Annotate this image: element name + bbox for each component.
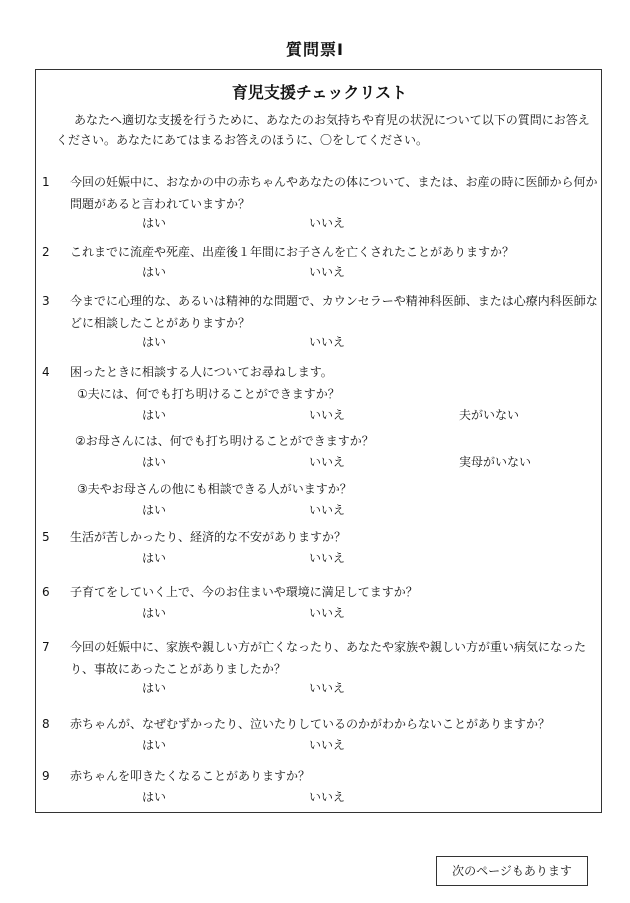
answer-no[interactable]: いいえ [309, 681, 346, 695]
answer-no[interactable]: いいえ [309, 503, 346, 517]
answer-no[interactable]: いいえ [309, 790, 346, 804]
answer-no-husband[interactable]: 夫がいない [459, 408, 520, 422]
answer-yes[interactable]: はい [142, 216, 167, 230]
question-number: 3 [42, 294, 50, 308]
answer-no[interactable]: いいえ [309, 551, 346, 565]
sub-question-1: ①夫には、何でも打ち明けることができますか？ [77, 387, 340, 401]
question-text: 今までに心理的な、あるいは精神的な問題で、カウンセラーや精神科医師、または心療内科医師などに相談したことがありますか？ [70, 294, 598, 330]
question-1 [42, 171, 598, 215]
question-number: 7 [42, 640, 50, 654]
answer-no[interactable]: いいえ [309, 265, 346, 279]
intro-text: あなたへ適切な支援を行うために、あなたのお気持ちや育児の状況について以下の質問にお答えください。あなたにあてはまるお答えのほうに、〇をしてください。 [56, 113, 590, 147]
question-3 [42, 290, 598, 334]
answer-yes[interactable]: はい [142, 790, 167, 804]
checklist-title: 育児支援チェックリスト [231, 83, 408, 102]
question-text: 子育てをしていく上で、今のお住まいや環境に満足してますか？ [70, 585, 418, 599]
answer-yes[interactable]: はい [142, 503, 167, 517]
answer-no[interactable]: いいえ [309, 606, 346, 620]
question-9 [42, 765, 598, 787]
answer-no[interactable]: いいえ [309, 738, 346, 752]
answer-no[interactable]: いいえ [309, 455, 346, 469]
question-6 [42, 581, 598, 603]
answer-no[interactable]: いいえ [309, 216, 346, 230]
question-number: 6 [42, 585, 50, 599]
page-title: 質問票Ⅰ [286, 40, 344, 59]
question-number: 2 [42, 245, 50, 259]
answer-no[interactable]: いいえ [309, 408, 346, 422]
question-text: 困ったときに相談する人についてお尋ねします。 [70, 365, 333, 379]
answer-yes[interactable]: はい [142, 681, 167, 695]
question-text: 今回の妊娠中に、家族や親しい方が亡くなったり、あなたや家族や親しい方が重い病気になったり、事故にあったことがありましたか？ [70, 640, 587, 676]
answer-yes[interactable]: はい [142, 408, 167, 422]
question-text: 赤ちゃんを叩きたくなることがありますか？ [70, 769, 311, 783]
checklist-box [35, 69, 602, 813]
question-7 [42, 636, 598, 680]
question-text: 今回の妊娠中に、おなかの中の赤ちゃんやあなたの体について、または、お産の時に医師から何か問題があると言われていますか？ [70, 175, 598, 211]
answer-yes[interactable]: はい [142, 265, 167, 279]
question-2 [42, 241, 598, 263]
next-page-note: 次のページもあります [436, 856, 588, 886]
answer-yes[interactable]: はい [142, 551, 167, 565]
answer-no[interactable]: いいえ [309, 335, 346, 349]
question-5 [42, 526, 598, 548]
sub-question-2: ②お母さんには、何でも打ち明けることができますか？ [75, 434, 374, 448]
question-number: 4 [42, 365, 50, 379]
question-text: 赤ちゃんが、なぜむずかったり、泣いたりしているのかがわからないことがありますか？ [70, 717, 551, 731]
question-text: これまでに流産や死産、出産後１年間にお子さんを亡くされたことがありますか？ [70, 245, 515, 259]
question-number: 9 [42, 769, 50, 783]
answer-yes[interactable]: はい [142, 606, 167, 620]
question-number: 1 [42, 175, 50, 189]
question-8 [42, 713, 598, 735]
question-4 [42, 361, 598, 383]
answer-no-mother[interactable]: 実母がいない [459, 455, 532, 469]
sub-question-3: ③夫やお母さんの他にも相談できる人がいますか？ [77, 482, 352, 496]
answer-yes[interactable]: はい [142, 738, 167, 752]
answer-yes[interactable]: はい [142, 455, 167, 469]
question-number: 5 [42, 530, 50, 544]
question-text: 生活が苦しかったり、経済的な不安がありますか？ [70, 530, 347, 544]
answer-yes[interactable]: はい [142, 335, 167, 349]
question-number: 8 [42, 717, 50, 731]
